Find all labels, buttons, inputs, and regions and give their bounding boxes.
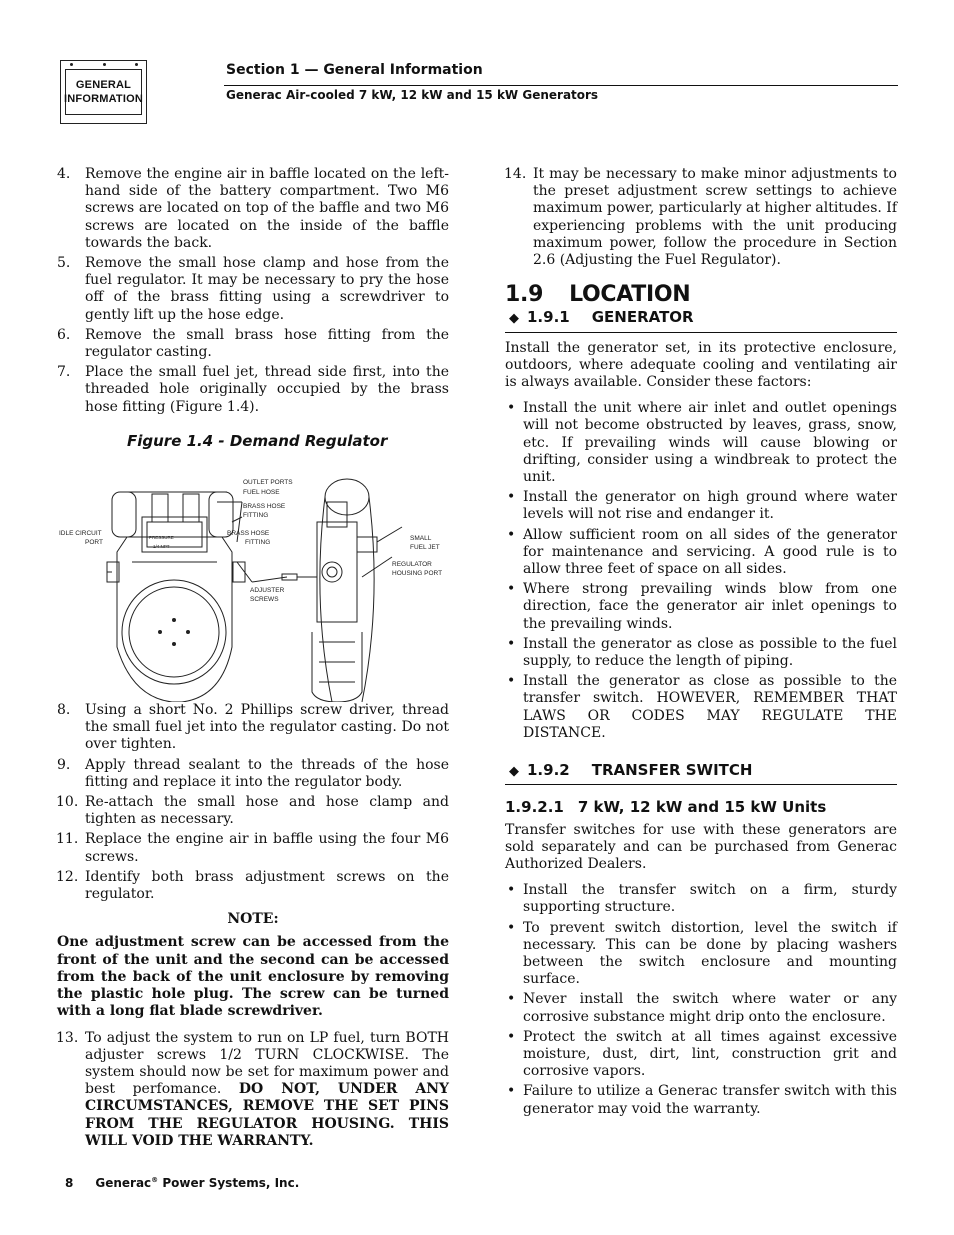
badge-rivet [103, 63, 106, 66]
side-view-outline [320, 497, 374, 702]
list-item: 8. Using a short No. 2 Phillips screw driver, thread the small fuel jet into the regulator casting. Do not over tighten. [57, 702, 449, 753]
footer-company: Generac [95, 1176, 152, 1190]
fuel-hose-left [112, 492, 136, 537]
list-item: • Install the generator on high ground where water levels will not rise and endanger it. [507, 489, 897, 523]
label-brass-fitting-b: FITTING [245, 539, 271, 547]
list-item: 14. It may be necessary to make minor adjustments to the preset adjustment screw settings to achieve maximum power, particularly at higher altitudes. If experiencing problems with the unit producing maximum power, follow the procedure in Section 2.6 (Adjusting the Fuel Regulator). [504, 166, 897, 269]
page-footer [65, 1176, 299, 1190]
list-item: 5. Remove the small hose clamp and hose from the fuel regulator. It may be necessary to pry the hose off of the brass fitting using a screwdriver to gently lift up the hose edge. [57, 255, 449, 323]
transfer-switch-intro: Transfer switches for use with these generators are sold separately and can be purchased from Generac Authorized Dealers. [505, 821, 897, 872]
label-fuel-hose: FUEL HOSE [243, 489, 280, 497]
adjuster-screw [322, 562, 342, 582]
figure-caption: Figure 1.4 - Demand Regulator [127, 431, 388, 450]
heading-location: 1.9 LOCATION [505, 282, 691, 308]
small-fuel-jet [357, 537, 377, 552]
diamond-icon: ◆ [509, 311, 519, 327]
list-item: 10. Re-attach the small hose and hose clamp and tighten as necessary. [56, 794, 449, 828]
regulator-diagram [57, 462, 449, 702]
badge-label [65, 69, 142, 115]
label-brass-fitting: FITTING [243, 512, 269, 520]
label-adjuster: ADJUSTER [250, 587, 285, 595]
label-fuel-jet: FUEL JET [410, 544, 440, 552]
label-screws: SCREWS [250, 596, 279, 604]
heading-transfer-switch: ◆ 1.9.2 TRANSFER SWITCH [505, 762, 897, 785]
registered-mark: ® [151, 1176, 159, 1184]
list-item: 4. Remove the engine air in baffle located on the left-hand side of the battery compartment. Two M6 screws are located on top of the baffle and two M6 screws are located on the inside of the baffle towards the back. [57, 166, 449, 251]
badge-rivet [70, 63, 73, 66]
list-item: 12. Identify both brass adjustment screws on the regulator. [56, 868, 449, 903]
warranty-warning: DO NOT, UNDER ANY CIRCUMSTANCES, REMOVE THE SET PINS FROM THE REGULATOR HOUSING. THIS WILL VOID THE WARRANTY. [85, 1081, 449, 1149]
body-text-npt: 1/4 NPT [153, 544, 170, 550]
list-item: 11. Replace the engine air in baffle using the four M6 screws. [56, 831, 449, 865]
section-title: Section 1 — General Information [226, 62, 483, 78]
list-item: 13. To adjust the system to run on LP fuel, turn BOTH adjuster screws 1/2 TURN CLOCKWISE. The system should now be set for maximum power and best perfomance. DO NOT, UNDER ANY CIRCUMSTANCES, REMOVE THE SET PINS FROM THE REGULATOR HOUSING. THIS WILL VOID THE WARRANTY. [56, 1029, 449, 1149]
badge-rivet [135, 63, 138, 66]
outlet-port-left [152, 494, 168, 522]
section-subtitle: Generac Air-cooled 7 kW, 12 kW and 15 kW Generators [226, 88, 599, 102]
list-item: 7. Place the small fuel jet, thread side first, into the threaded hole originally occupied by the brass hose fitting (Figure 1.4). [57, 364, 449, 415]
body-text-pressure: PRESSURE [149, 535, 174, 541]
list-item: • Install the generator as close as possible to the transfer switch. HOWEVER, REMEMBER THAT LAWS OR CODES MAY REGULATE THE DISTANCE. [507, 673, 897, 741]
badge-line-1: GENERAL [75, 79, 132, 91]
label-regulator: REGULATOR [392, 561, 432, 569]
left-column [57, 166, 449, 1153]
diaphragm-cover [122, 580, 226, 684]
outlet-port-right [183, 494, 199, 522]
page-number: 8 [65, 1176, 74, 1190]
note-body: One adjustment screw can be accessed from the front of the unit and the second can be accessed from the back of the unit enclosure by removing the plastic hole plug. The screw can be turned with a long flat blade screwdriver. [57, 934, 449, 1020]
badge-line-2: INFORMATION [64, 93, 143, 105]
demand-regulator-figure [57, 462, 449, 702]
list-item: • To prevent switch distortion, level the switch if necessary. This can be done by placing washers between the switch enclosure and mounting surface. [507, 919, 897, 988]
label-idle-port: PORT [85, 539, 103, 547]
footer-company-rest: Power Systems, Inc. [158, 1176, 300, 1190]
heading-units: 1.9.2.1 7 kW, 12 kW and 15 kW Units [505, 798, 827, 817]
diamond-icon: ◆ [509, 764, 519, 780]
label-outlet-ports: OUTLET PORTS [243, 479, 293, 487]
list-item: 6. Remove the small brass hose fitting from the regulator casting. [57, 326, 449, 361]
header-rule [224, 85, 898, 86]
label-brass-hose-b: BRASS HOSE [227, 530, 270, 538]
label-idle-circuit: IDLE CIRCUIT [59, 530, 102, 538]
list-item: • Allow sufficient room on all sides of the generator for maintenance and servicing. A good rule is to allow three feet of space on all sides. [507, 526, 897, 578]
list-item: 9. Apply thread sealant to the threads of the hose fitting and replace it into the regulator body. [57, 756, 449, 790]
section-badge [60, 60, 147, 124]
list-item: • Install the generator as close as possible to the fuel supply, to reduce the length of piping. [507, 635, 897, 670]
heading-generator: ◆ 1.9.1 GENERATOR [505, 309, 897, 332]
list-item: • Install the transfer switch on a firm, sturdy supporting structure. [507, 882, 897, 916]
list-item: • Never install the switch where water or any corrosive substance might drip onto the enclosure. [507, 991, 897, 1025]
label-brass-hose: BRASS HOSE [243, 503, 286, 511]
note-title: NOTE: [227, 911, 279, 928]
generator-intro: Install the generator set, in its protective enclosure, outdoors, where adequate cooling and ventilating air is always available. Consider these factors: [505, 339, 897, 391]
list-item: • Failure to utilize a Generac transfer switch with this generator may void the warranty. [507, 1083, 897, 1117]
list-item: • Where strong prevailing winds blow from one direction, face the generator air inlet openings to the prevailing winds. [507, 581, 897, 632]
list-item: • Install the unit where air inlet and outlet openings will not become obstructed by leaves, grass, snow, etc. If prevailing winds will cause blowing or drifting, consider using a windbreak to protect the unit. [507, 400, 897, 486]
list-item: • Protect the switch at all times against excessive moisture, dust, dirt, lint, construction grit and corrosive vapors. [507, 1028, 897, 1080]
right-column [505, 166, 897, 1121]
label-small: SMALL [410, 535, 432, 543]
label-housing-port: HOUSING PORT [392, 570, 443, 578]
